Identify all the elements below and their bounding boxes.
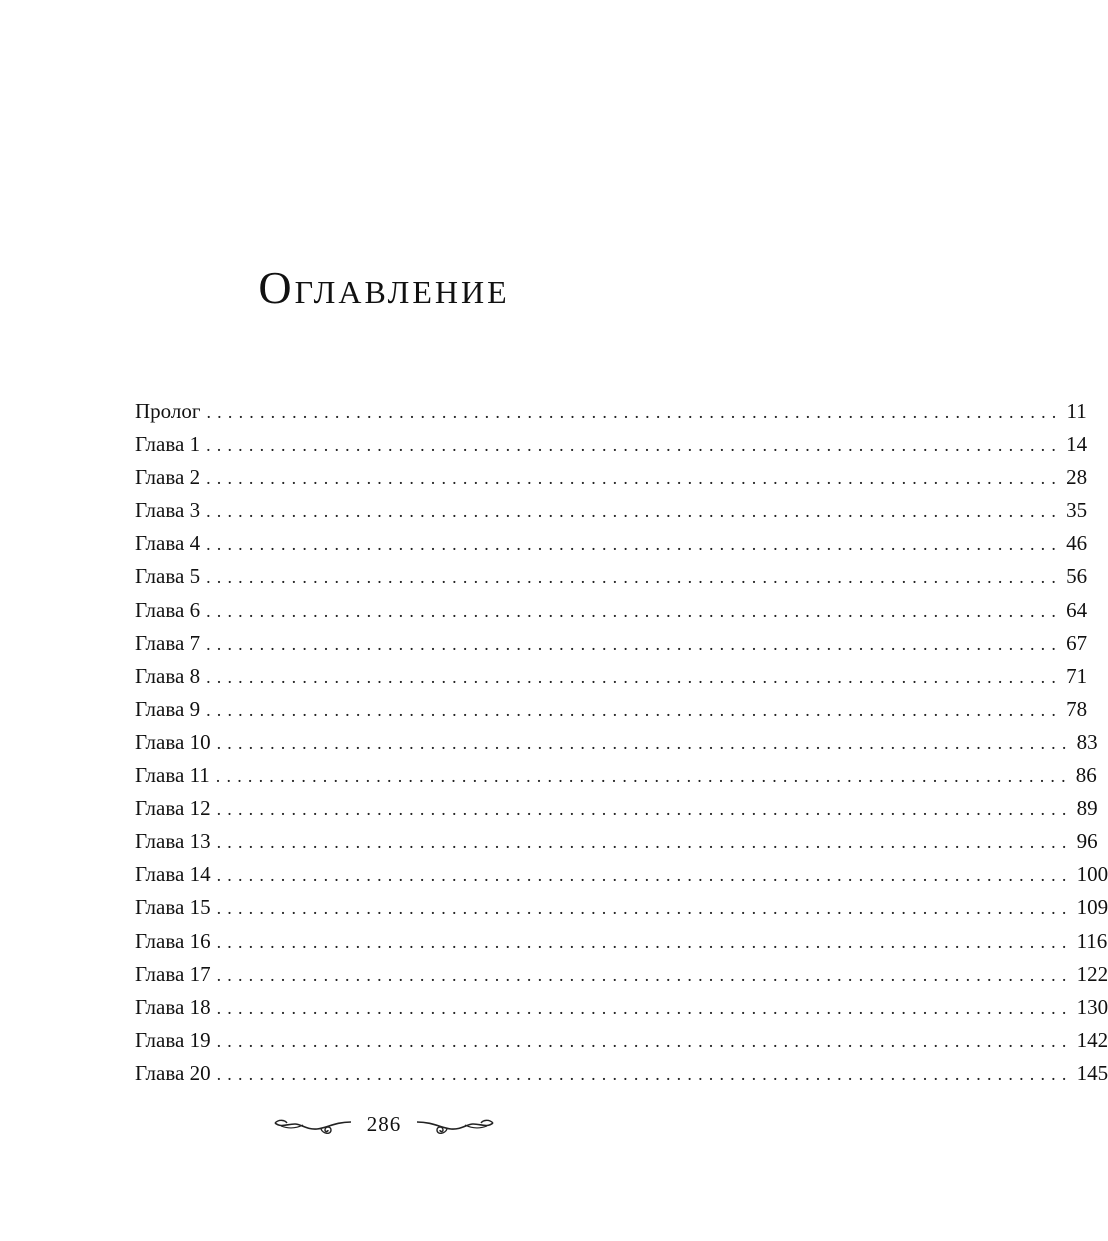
dot-leader: ................................................................................ — [206, 633, 1063, 654]
toc-entry-page: 71 — [1066, 663, 1088, 688]
toc-entry — [135, 527, 1088, 560]
toc-entry — [135, 925, 1108, 958]
dot-leader: ................................................................................ — [206, 501, 1063, 522]
toc-entry-label: Глава 2 — [135, 465, 201, 490]
toc-entry-label: Глава 20 — [135, 1060, 211, 1085]
toc-entry-label: Глава 11 — [135, 763, 210, 788]
toc-entry-page: 67 — [1066, 630, 1088, 655]
toc-entry-label: Глава 5 — [135, 564, 201, 589]
toc-entry — [135, 726, 1098, 759]
toc-entry — [135, 594, 1088, 627]
toc-entry-label: Глава 10 — [135, 729, 211, 754]
dot-leader: ................................................................................ — [216, 1030, 1073, 1051]
page-number: 286 — [366, 1112, 402, 1136]
table-of-contents — [135, 395, 1108, 1090]
toc-entry-label: Глава 3 — [135, 498, 201, 523]
toc-entry-label: Глава 17 — [135, 961, 211, 986]
toc-entry — [135, 858, 1108, 891]
toc-entry-label: Глава 18 — [135, 994, 211, 1019]
toc-entry-page: 86 — [1075, 763, 1097, 788]
toc-entry-page: 89 — [1076, 796, 1098, 821]
dot-leader: ................................................................................ — [206, 699, 1063, 720]
toc-entry-label: Глава 14 — [135, 862, 211, 887]
toc-entry-page: 130 — [1076, 994, 1108, 1019]
dot-leader: ................................................................................ — [216, 931, 1073, 952]
dot-leader: ................................................................................ — [206, 468, 1063, 489]
toc-entry-page: 122 — [1076, 961, 1108, 986]
toc-entry — [135, 991, 1108, 1024]
toc-entry-page: 11 — [1066, 399, 1087, 423]
toc-entry-page: 96 — [1076, 829, 1098, 854]
toc-entry — [135, 660, 1088, 693]
toc-entry-label: Глава 1 — [135, 432, 201, 457]
toc-entry — [135, 560, 1088, 593]
toc-entry-page: 116 — [1076, 928, 1108, 953]
dot-leader: ................................................................................ — [216, 732, 1073, 753]
toc-entry-page: 78 — [1066, 696, 1088, 721]
dot-leader: ................................................................................ — [206, 402, 1063, 422]
dot-leader: ................................................................................ — [216, 865, 1073, 886]
toc-entry — [135, 1024, 1108, 1057]
toc-entry — [135, 1057, 1108, 1090]
toc-entry-label: Глава 12 — [135, 796, 211, 821]
toc-entry — [135, 461, 1088, 494]
dot-leader: ................................................................................ — [206, 666, 1063, 687]
dot-leader: ................................................................................ — [216, 1063, 1073, 1084]
toc-entry — [135, 395, 1087, 428]
dot-leader: ................................................................................ — [215, 766, 1072, 787]
toc-entry-page: 142 — [1076, 1027, 1108, 1052]
toc-entry — [135, 958, 1108, 991]
toc-entry — [135, 693, 1088, 726]
flourish-left-icon — [271, 1110, 353, 1138]
toc-entry-label: Глава 16 — [135, 928, 211, 953]
toc-entry-label: Пролог — [135, 399, 201, 423]
toc-entry-page: 145 — [1076, 1060, 1108, 1085]
page-footer — [0, 1110, 768, 1138]
toc-entry-label: Глава 4 — [135, 531, 201, 556]
toc-entry-page: 83 — [1076, 729, 1098, 754]
toc-entry-label: Глава 8 — [135, 663, 201, 688]
toc-entry-page: 28 — [1066, 465, 1088, 490]
toc-entry-label: Глава 15 — [135, 895, 211, 920]
dot-leader: ................................................................................ — [206, 435, 1063, 456]
dot-leader: ................................................................................ — [216, 964, 1073, 985]
toc-entry-page: 64 — [1066, 597, 1088, 622]
toc-entry — [135, 792, 1098, 825]
dot-leader: ................................................................................ — [216, 898, 1073, 919]
toc-entry-page: 46 — [1066, 531, 1088, 556]
toc-entry-label: Глава 19 — [135, 1027, 211, 1052]
toc-entry-label: Глава 9 — [135, 696, 201, 721]
toc-entry-page: 109 — [1076, 895, 1108, 920]
toc-entry-page: 35 — [1066, 498, 1088, 523]
dot-leader: ................................................................................ — [216, 997, 1073, 1018]
toc-entry — [135, 759, 1097, 792]
dot-leader: ................................................................................ — [206, 567, 1063, 588]
toc-entry-label: Глава 13 — [135, 829, 211, 854]
toc-entry-page: 100 — [1076, 862, 1108, 887]
dot-leader: ................................................................................ — [206, 534, 1063, 555]
flourish-right-icon — [415, 1110, 497, 1138]
dot-leader: ................................................................................ — [216, 832, 1073, 853]
toc-entry — [135, 825, 1098, 858]
toc-entry-page: 14 — [1066, 432, 1088, 457]
toc-entry-label: Глава 6 — [135, 597, 201, 622]
toc-entry-page: 56 — [1066, 564, 1088, 589]
toc-entry — [135, 627, 1088, 660]
toc-entry-label: Глава 7 — [135, 630, 201, 655]
dot-leader: ................................................................................ — [216, 799, 1073, 820]
toc-entry — [135, 891, 1108, 924]
dot-leader: ................................................................................ — [206, 600, 1063, 621]
page-title: Оглавление — [258, 262, 510, 313]
toc-entry — [135, 428, 1088, 461]
toc-entry — [135, 494, 1088, 527]
